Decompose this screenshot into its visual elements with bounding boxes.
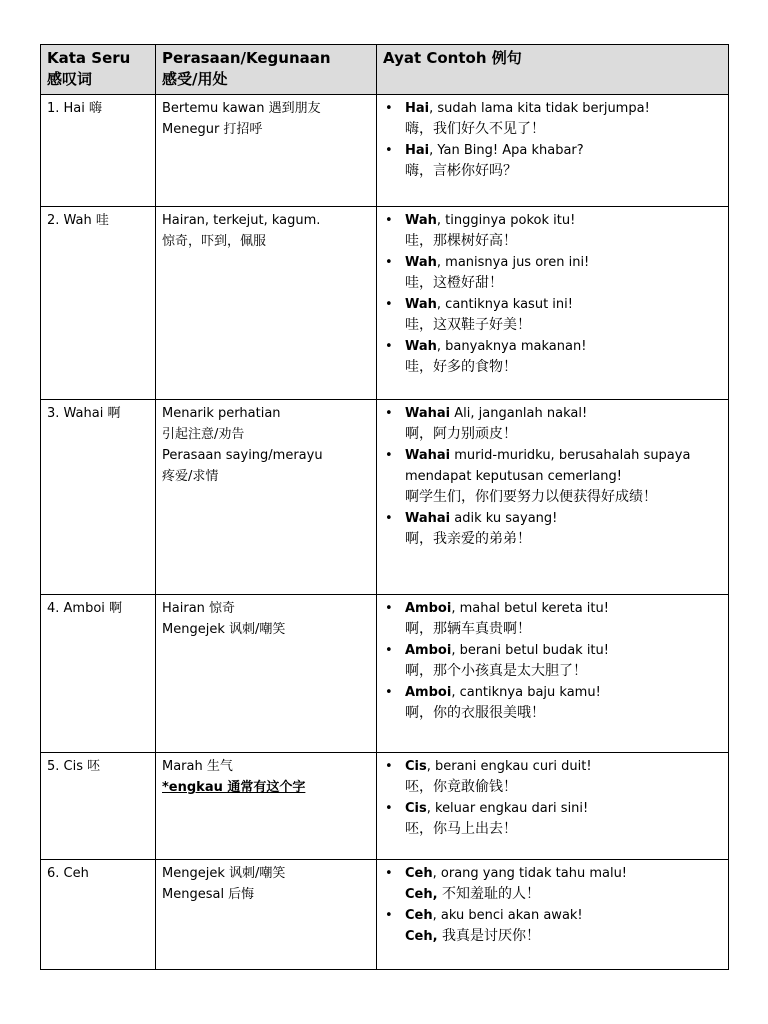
example-chinese xyxy=(405,273,722,294)
list-item xyxy=(405,445,722,508)
feeling-line: Marah 生气 xyxy=(162,759,233,774)
list-item xyxy=(405,336,722,378)
example-sentence: , tingginya pokok itu! xyxy=(436,213,576,228)
example-chinese xyxy=(405,661,722,682)
table-row xyxy=(41,400,729,595)
example-malay xyxy=(405,640,722,661)
list-item xyxy=(405,863,722,905)
header-ayat-contoh xyxy=(377,45,729,95)
example-translation: 呸，你马上出去！ xyxy=(405,821,517,837)
header-kata-seru xyxy=(41,45,156,95)
example-sentence: , orang yang tidak tahu malu! xyxy=(432,866,628,881)
cell-kata-seru xyxy=(41,595,156,753)
example-sentence: murid-muridku, berusahalah supaya mendapat keputusan cemerlang! xyxy=(405,448,691,484)
example-chinese xyxy=(405,119,722,140)
list-item xyxy=(405,98,722,140)
interjection-word: 6. Ceh xyxy=(47,866,89,881)
example-sentence: Ali, janganlah nakal! xyxy=(450,406,588,421)
example-chinese xyxy=(405,487,722,508)
cell-ayat-contoh xyxy=(377,595,729,753)
example-sentence: , cantiknya baju kamu! xyxy=(451,685,601,700)
example-keyword: Wah xyxy=(405,255,437,270)
example-malay xyxy=(405,294,722,315)
feeling-line: Mengejek 讽刺/嘲笑 xyxy=(162,866,286,881)
interjection-table xyxy=(40,44,729,970)
example-keyword: Wahai xyxy=(405,448,451,463)
example-malay xyxy=(405,508,722,529)
example-sentence: , banyaknya makanan! xyxy=(436,339,587,354)
table-header-row xyxy=(41,45,729,95)
header-perasaan xyxy=(156,45,377,95)
example-translation: 我真是讨厌你！ xyxy=(437,928,541,944)
cell-kata-seru xyxy=(41,860,156,970)
feeling-line: Mengesal 后悔 xyxy=(162,887,255,902)
example-malay xyxy=(405,682,722,703)
example-keyword: Hai xyxy=(405,101,430,116)
example-translation: 啊学生们，你们要努力以便获得好成绩！ xyxy=(405,489,657,505)
list-item xyxy=(405,294,722,336)
feeling-line: Hairan 惊奇 xyxy=(162,601,236,616)
example-malay xyxy=(405,863,722,884)
list-item xyxy=(405,252,722,294)
example-keyword: Wah xyxy=(405,213,437,228)
example-translation: 嗨，我们好久不见了！ xyxy=(405,121,545,137)
example-malay xyxy=(405,98,722,119)
example-keyword: Ceh xyxy=(405,908,433,923)
cell-ayat-contoh xyxy=(377,753,729,860)
feeling-line: *engkau 通常有这个字 xyxy=(162,780,306,795)
example-list xyxy=(383,598,722,724)
header-text: Kata Seru xyxy=(47,49,131,67)
interjection-word: 1. Hai 嗨 xyxy=(47,101,103,116)
example-chinese xyxy=(405,529,722,550)
example-chinese xyxy=(405,777,722,798)
example-sentence: adik ku sayang! xyxy=(450,511,558,526)
example-translation: 哇，那棵树好高！ xyxy=(405,233,517,249)
interjection-word: 3. Wahai 啊 xyxy=(47,406,121,421)
cell-kata-seru xyxy=(41,400,156,595)
cell-perasaan xyxy=(156,860,377,970)
example-list xyxy=(383,98,722,182)
cell-kata-seru xyxy=(41,753,156,860)
example-malay xyxy=(405,403,722,424)
table-row xyxy=(41,860,729,970)
example-translation: 哇，这橙好甜！ xyxy=(405,275,503,291)
example-malay xyxy=(405,598,722,619)
list-item xyxy=(405,798,722,840)
feeling-line: Mengejek 讽刺/嘲笑 xyxy=(162,622,286,637)
table-row xyxy=(41,207,729,400)
example-keyword: Ceh, xyxy=(405,887,438,902)
example-sentence: , berani engkau curi duit! xyxy=(426,759,592,774)
example-sentence: , aku benci akan awak! xyxy=(432,908,583,923)
example-sentence: , mahal betul kereta itu! xyxy=(451,601,609,616)
list-item xyxy=(405,210,722,252)
example-keyword: Wah xyxy=(405,339,437,354)
header-text: 感受/用处 xyxy=(162,70,228,88)
example-keyword: Cis xyxy=(405,801,427,816)
example-malay xyxy=(405,445,722,487)
header-text: Perasaan/Kegunaan xyxy=(162,49,331,67)
example-translation: 啊，阿力别顽皮！ xyxy=(405,426,517,442)
example-malay xyxy=(405,905,722,926)
example-keyword: Amboi xyxy=(405,643,452,658)
cell-kata-seru xyxy=(41,95,156,207)
example-malay xyxy=(405,140,722,161)
feeling-line: 引起注意/劝告 xyxy=(162,427,245,442)
example-chinese xyxy=(405,703,722,724)
example-sentence: , cantiknya kasut ini! xyxy=(436,297,573,312)
example-sentence: , berani betul budak itu! xyxy=(451,643,609,658)
example-list xyxy=(383,863,722,947)
feeling-line: 疼爱/求情 xyxy=(162,469,219,484)
cell-perasaan xyxy=(156,595,377,753)
example-chinese xyxy=(405,926,722,947)
example-list xyxy=(383,403,722,550)
example-chinese xyxy=(405,315,722,336)
list-item xyxy=(405,403,722,445)
table-row xyxy=(41,595,729,753)
example-translation: 啊，你的衣服很美哦！ xyxy=(405,705,545,721)
example-sentence: , sudah lama kita tidak berjumpa! xyxy=(429,101,650,116)
example-translation: 哇，这双鞋子好美！ xyxy=(405,317,531,333)
list-item xyxy=(405,140,722,182)
example-translation: 啊，我亲爱的弟弟！ xyxy=(405,531,531,547)
example-keyword: Amboi xyxy=(405,685,452,700)
example-keyword: Amboi xyxy=(405,601,452,616)
example-keyword: Wahai xyxy=(405,511,451,526)
interjection-word: 2. Wah 哇 xyxy=(47,213,109,228)
list-item xyxy=(405,508,722,550)
example-translation: 啊，那个小孩真是太大胆了！ xyxy=(405,663,587,679)
list-item xyxy=(405,640,722,682)
cell-ayat-contoh xyxy=(377,207,729,400)
example-translation: 嗨，言彬你好吗？ xyxy=(405,163,517,179)
feeling-line: Hairan, terkejut, kagum. xyxy=(162,213,321,228)
feeling-line: 惊奇，吓到，佩服 xyxy=(162,234,267,249)
feeling-line: Menarik perhatian xyxy=(162,406,281,421)
list-item xyxy=(405,905,722,947)
example-sentence: , Yan Bing! Apa khabar? xyxy=(429,143,584,158)
example-malay xyxy=(405,210,722,231)
example-keyword: Ceh, xyxy=(405,929,438,944)
example-chinese xyxy=(405,884,722,905)
example-malay xyxy=(405,798,722,819)
example-malay xyxy=(405,252,722,273)
cell-perasaan xyxy=(156,753,377,860)
example-chinese xyxy=(405,357,722,378)
example-malay xyxy=(405,756,722,777)
feeling-line: Perasaan saying/merayu xyxy=(162,448,323,463)
cell-ayat-contoh xyxy=(377,860,729,970)
list-item xyxy=(405,682,722,724)
example-chinese xyxy=(405,619,722,640)
cell-ayat-contoh xyxy=(377,400,729,595)
example-malay xyxy=(405,336,722,357)
example-chinese xyxy=(405,161,722,182)
example-sentence: , keluar engkau dari sini! xyxy=(426,801,589,816)
example-translation: 呸，你竟敢偷钱！ xyxy=(405,779,517,795)
interjection-word: 4. Amboi 啊 xyxy=(47,601,123,616)
example-sentence: , manisnya jus oren ini! xyxy=(436,255,590,270)
list-item xyxy=(405,598,722,640)
example-keyword: Cis xyxy=(405,759,427,774)
feeling-line: Menegur 打招呼 xyxy=(162,122,263,137)
example-list xyxy=(383,756,722,840)
example-keyword: Hai xyxy=(405,143,430,158)
example-chinese xyxy=(405,424,722,445)
example-list xyxy=(383,210,722,378)
header-text: 感叹词 xyxy=(47,70,93,88)
example-chinese xyxy=(405,819,722,840)
example-translation: 哇，好多的食物！ xyxy=(405,359,517,375)
feeling-line: Bertemu kawan 遇到朋友 xyxy=(162,101,321,116)
table-row xyxy=(41,753,729,860)
cell-perasaan xyxy=(156,400,377,595)
cell-perasaan xyxy=(156,207,377,400)
example-chinese xyxy=(405,231,722,252)
cell-kata-seru xyxy=(41,207,156,400)
cell-perasaan xyxy=(156,95,377,207)
example-translation: 啊，那辆车真贵啊！ xyxy=(405,621,531,637)
example-translation: 不知羞耻的人！ xyxy=(437,886,541,902)
example-keyword: Wahai xyxy=(405,406,451,421)
example-keyword: Wah xyxy=(405,297,437,312)
interjection-word: 5. Cis 呸 xyxy=(47,759,101,774)
cell-ayat-contoh xyxy=(377,95,729,207)
example-keyword: Ceh xyxy=(405,866,433,881)
table-row xyxy=(41,95,729,207)
header-text: Ayat Contoh 例句 xyxy=(383,49,522,67)
list-item xyxy=(405,756,722,798)
